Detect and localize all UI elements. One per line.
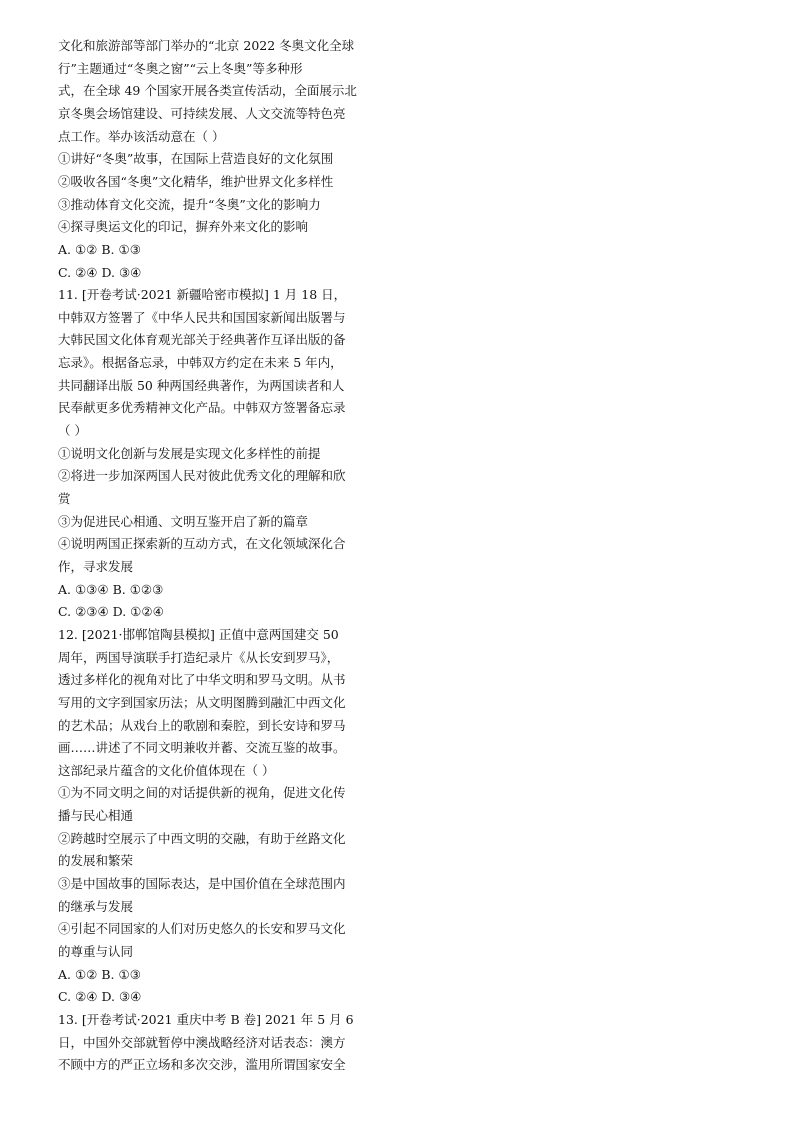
text-line: 共同翻译出版 50 种两国经典著作，为两国读者和人 (58, 377, 345, 393)
text-line: 的发展和繁荣 (58, 853, 134, 869)
text-line: C. ②④ D. ③④ (58, 989, 142, 1005)
text-line: 画……讲述了不同文明兼收并蓄、交流互鉴的故事。 (58, 740, 346, 756)
text-line: 11. [开卷考试·2021 新疆哈密市模拟] 1 月 18 日， (58, 287, 347, 303)
text-line: ③推动体育文化交流，提升“冬奥”文化的影响力 (58, 196, 321, 212)
text-line: 13. [开卷考试·2021 重庆中考 B 卷] 2021 年 5 月 6 (58, 1011, 354, 1027)
text-line: A. ①② B. ①③ (58, 966, 141, 982)
text-line: ①说明文化创新与发展是实现文化多样性的前提 (58, 445, 321, 461)
text-line: ①讲好“冬奥”故事，在国际上营造良好的文化氛围 (58, 151, 334, 167)
text-line: 的艺术品；从戏台上的歌剧和秦腔，到长安诗和罗马 (58, 717, 346, 733)
text-line: ③是中国故事的国际表达，是中国价值在全球范围内 (58, 876, 346, 892)
text-line: 忘录》。根据备忘录，中韩双方约定在未来 5 年内， (58, 355, 343, 371)
text-line: 点工作。举办该活动意在（ ） (58, 128, 225, 144)
text-line: 京冬奥会场馆建设、可持续发展、人文交流等特色亮 (58, 105, 346, 121)
text-line: ④说明两国正探索新的互动方式，在文化领域深化合 (58, 536, 346, 552)
text-line: ④探寻奥运文化的印记，摒弃外来文化的影响 (58, 219, 309, 235)
text-line: 的继承与发展 (58, 898, 134, 914)
text-line: 不顾中方的严正立场和多次交涉，滥用所谓国家安全 (58, 1057, 346, 1073)
text-line: 的尊重与认同 (58, 944, 134, 959)
text-line: 这部纪录片蕴含的文化价值体现在（ ） (58, 762, 275, 778)
text-line: A. ①② B. ①③ (58, 241, 141, 257)
text-line: 赏 (58, 491, 71, 506)
text-line: 写用的文字到国家历法；从文明图腾到融汇中西文化 (58, 694, 346, 710)
text-line: ④引起不同国家的人们对历史悠久的长安和罗马文化 (58, 921, 346, 937)
text-line: ②吸收各国“冬奥”文化精华，维护世界文化多样性 (58, 173, 334, 189)
text-line: 周年，两国导演联手打造纪录片《从长安到罗马》， (58, 649, 340, 665)
text-line: 中韩双方签署了《中华人民共和国国家新闻出版署与 (58, 309, 346, 325)
text-line: （ ） (58, 423, 87, 439)
text-line: 12. [2021·邯郸馆陶县模拟] 正值中意两国建交 50 (58, 626, 339, 642)
text-line: 播与民心相通 (58, 808, 134, 824)
text-line: 行”主题通过“冬奥之窗”“云上冬奥”等多种形 (58, 60, 303, 76)
text-line: 民奉献更多优秀精神文化产品。中韩双方签署备忘录 (58, 400, 346, 416)
text-line: ②跨越时空展示了中西文明的交融，有助于丝路文化 (58, 830, 346, 846)
text-line: 透过多样化的视角对比了中华文明和罗马文明。从书 (58, 672, 346, 688)
text-line: C. ②④ D. ③④ (58, 264, 142, 280)
text-line: 大韩民国文化体育观光部关于经典著作互译出版的备 (58, 332, 346, 348)
text-line: 作，寻求发展 (58, 558, 134, 574)
text-line: ③为促进民心相通、文明互鉴开启了新的篇章 (58, 513, 309, 529)
text-line: 日，中国外交部就暂停中澳战略经济对话表态：澳方 (58, 1034, 346, 1050)
text-line: 文化和旅游部等部门举办的“北京 2022 冬奥文化全球 (58, 38, 355, 53)
text-line: 式，在全球 49 个国家开展各类宣传活动，全面展示北 (58, 83, 357, 99)
text-line: A. ①③④ B. ①②③ (58, 581, 164, 597)
text-line: ②将进一步加深两国人民对彼此优秀文化的理解和欣 (58, 468, 346, 484)
text-line: ①为不同文明之间的对话提供新的视角，促进文化传 (58, 785, 346, 801)
text-line: C. ②③④ D. ①②④ (58, 604, 164, 620)
